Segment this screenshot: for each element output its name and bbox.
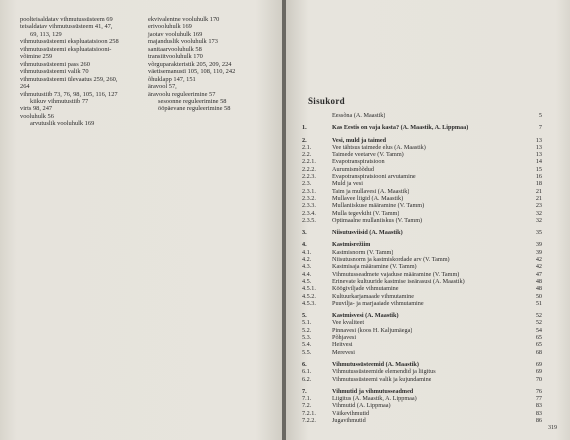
toc-number: 7.1. (302, 395, 312, 403)
toc-page: 48 (535, 277, 542, 285)
toc-title: Vihmutid ja vihmutusseadmed (332, 387, 414, 395)
toc-number: 2.1. (302, 143, 312, 151)
index-entry: vihmutussüsteemi valik 70 (20, 68, 89, 76)
toc-title: Vihmutusseadmete vajaduse määramine (V. Tamm) (332, 270, 460, 278)
toc-page: 70 (535, 375, 542, 383)
toc-page: 68 (535, 348, 542, 356)
toc-row (302, 229, 542, 236)
toc-row (302, 241, 542, 248)
toc-title: Kas Eestis on vaja kasta? (A. Maastik, A. Lippmaa) (332, 124, 469, 132)
index-entry: transiitvooluhulk 170 (148, 53, 203, 61)
toc-number: 4.5. (302, 277, 312, 285)
index-entry: vihmutussüsteemi ülevaatus 259, 260, (20, 75, 118, 83)
toc-row (302, 395, 542, 402)
toc-page: 47 (535, 270, 542, 278)
toc-row (302, 349, 542, 356)
toc-page: 39 (535, 241, 542, 249)
toc-page: 69 (535, 368, 542, 376)
toc-row (302, 173, 542, 180)
toc-title: Vihmutussüsteemid (A. Maastik) (332, 360, 419, 368)
toc-title: Jugavihmutid (332, 416, 366, 424)
toc-number: 7.2.1. (302, 409, 316, 417)
toc-title: Kastmisrežiim (332, 241, 371, 249)
toc-row (302, 376, 542, 383)
toc-page: 76 (535, 387, 542, 395)
toc-row (302, 312, 542, 319)
toc-number: 2.3.2. (302, 194, 316, 202)
index-entry: vihmutussüsteemi pass 260 (20, 60, 90, 68)
toc-title: Taimede veetarve (V. Tamm) (332, 151, 404, 159)
toc-page: 52 (535, 319, 542, 327)
toc-number: 2.3. (302, 180, 312, 188)
toc-title: Vihmutid (A. Lippmaa) (332, 402, 391, 410)
toc-page: 83 (535, 409, 542, 417)
toc-number: 7.2.2. (302, 416, 316, 424)
toc-title: Mullaniiskuse määramine (V. Tamm) (332, 202, 425, 210)
toc-page: 7 (538, 124, 542, 132)
index-entry: ekvivalentne vooluhulk 170 (148, 16, 220, 23)
toc-title: Mulla tegevkiht (V. Tamm) (332, 209, 400, 217)
toc-title: Põhjavesi (332, 334, 357, 342)
index-entry: vihmutustiib 73, 76, 98, 105, 116, 127 (20, 90, 118, 98)
index-column-1 (20, 16, 119, 128)
toc-title: Vihmutussüsteemi valik ja kujundamine (332, 375, 432, 383)
index-entry: 264 (20, 83, 30, 91)
index-entry: võimine 259 (20, 53, 53, 61)
toc-page: 35 (535, 229, 542, 237)
toc-row (302, 158, 542, 165)
toc-row (302, 188, 542, 195)
toc-page: 32 (535, 216, 542, 224)
toc-number: 2. (302, 136, 307, 144)
toc-title: Kastmisvesi (A. Maastik) (332, 312, 399, 320)
toc-page: 15 (535, 165, 542, 173)
toc-row (302, 278, 542, 285)
toc-title: Liigitus (A. Maastik, A. Lippmaa) (332, 395, 417, 403)
toc-number: 6.1. (302, 368, 312, 376)
toc-number: 4. (302, 241, 307, 249)
index-entry: väetisemanustī 105, 108, 110, 242 (148, 68, 236, 76)
index-entry: majanduslik vooluhulk 173 (148, 38, 218, 46)
toc-number: 2.3.3. (302, 202, 316, 210)
toc-number: 6.2. (302, 375, 312, 383)
toc-title: Vesi, muld ja taimed (332, 136, 387, 144)
toc-page: 13 (535, 136, 542, 144)
index-entry: äravool 57, (148, 83, 177, 91)
toc-row (302, 293, 542, 300)
toc-number: 2.3.5. (302, 216, 316, 224)
toc-title: Puuvilja- ja marjaaiade vihmutamine (332, 299, 424, 307)
index-entry: teisaldatav vihmutussüsteem 41, 47, (20, 23, 113, 31)
toc-title: Eessõna (A. Maastik) (332, 112, 386, 119)
index-entry: virts 98, 247 (20, 105, 53, 113)
toc-number: 4.5.1. (302, 285, 316, 293)
toc-page: 18 (535, 180, 542, 188)
toc-number: 5. (302, 312, 307, 320)
toc-title: Kultuurkarjamaade vihmutamine (332, 292, 414, 300)
index-entry: võrguparakteristik 205, 209, 224 (148, 60, 232, 68)
toc-row (302, 249, 542, 256)
toc-title: Vee tähtsus taimede elus (A. Maastik) (332, 143, 426, 151)
toc-page: 21 (535, 194, 542, 202)
index-entry: sesoonne reguleerimine 58 (158, 97, 227, 105)
toc-row (302, 217, 542, 224)
toc-row (302, 263, 542, 270)
toc-title: Pinnavesi (koos H. Kaljumäega) (332, 326, 413, 334)
toc-page: 83 (535, 402, 542, 410)
toc-row (302, 417, 542, 424)
toc-row (302, 180, 542, 187)
toc-row (302, 319, 542, 326)
toc-page: 42 (535, 256, 542, 264)
index-entry: erivooluhulk 169 (148, 23, 192, 31)
toc-row (302, 368, 542, 375)
toc-page: 13 (535, 143, 542, 151)
toc-page: 65 (535, 334, 542, 342)
toc-number: 5.1. (302, 319, 312, 327)
toc-number: 3. (302, 229, 307, 237)
toc-page: 5 (538, 112, 542, 119)
toc-number: 6. (302, 360, 307, 368)
toc-row (302, 341, 542, 348)
index-entry: õhuklapp 147, 151 (148, 75, 196, 83)
toc-row (302, 256, 542, 263)
toc-title: Optimaalne mullaniiskus (V. Tamm) (332, 216, 423, 224)
toc-row (302, 144, 542, 151)
toc-number: 4.2. (302, 256, 312, 264)
index-column-2 (148, 16, 235, 113)
toc-title: Evapotranspiratsioon (332, 158, 385, 166)
toc-title: Kastmisnorm (V. Tamm) (332, 248, 394, 256)
toc-page: 14 (535, 158, 542, 166)
right-page (286, 0, 570, 440)
toc-page: 21 (535, 187, 542, 195)
index-entry: sanitaarvooluhulk 58 (148, 45, 202, 53)
toc-title: Merevesi (332, 348, 356, 356)
toc-row (302, 327, 542, 334)
index-entry: kiikuv vihmutustiib 77 (30, 97, 89, 105)
index-entry: vihmutussüsteemi ekspluatatsiooni- (20, 45, 112, 53)
toc-number: 5.3. (302, 334, 312, 342)
toc-number: 2.3.1. (302, 187, 316, 195)
toc-page: 52 (535, 312, 542, 320)
toc-number: 4.5.2. (302, 292, 316, 300)
toc-page: 42 (535, 263, 542, 271)
index-entry: vihmutussüsteemi ekspluatatsioon 258 (20, 38, 119, 46)
toc-page: 39 (535, 248, 542, 256)
toc-row (302, 166, 542, 173)
toc-page: 51 (535, 299, 542, 307)
toc-page: 50 (535, 292, 542, 300)
toc-number: 2.2.1. (302, 158, 316, 166)
index-entry: 69, 113, 129 (30, 30, 62, 38)
toc-title: Väikevihmutid (332, 409, 370, 417)
toc-title: Vee kvaliteet (332, 319, 365, 327)
toc-row (302, 137, 542, 144)
toc-page: 54 (535, 326, 542, 334)
toc-row (302, 388, 542, 395)
toc-page: 32 (535, 209, 542, 217)
index-entry: ööpäevane reguleerimine 58 (158, 105, 231, 113)
toc-title: Evapotranspiratsiooni arvutamine (332, 173, 416, 181)
toc-row (302, 210, 542, 217)
toc-title: Aurumismõõdud (332, 165, 374, 173)
page-number: 319 (548, 425, 557, 431)
toc-row (302, 195, 542, 202)
toc-page: 13 (535, 151, 542, 159)
table-of-contents (302, 112, 542, 424)
toc-number: 2.2. (302, 151, 312, 159)
left-page (0, 0, 284, 440)
toc-number: 1. (302, 124, 307, 132)
toc-number: 7.2. (302, 402, 312, 410)
toc-title: Niisutusviisid (A. Maastik) (332, 229, 403, 237)
toc-number: 2.2.2. (302, 165, 316, 173)
toc-row (302, 151, 542, 158)
index-entry: vooluhulk 56 (20, 112, 54, 120)
toc-title: Erinevate kultuuride kastmise iseärasusi (A. Maastik) (332, 277, 465, 285)
toc-page: 77 (535, 395, 542, 403)
toc-title: Niisutusnorm ja kastmiskordade arv (V. Tamm) (332, 256, 450, 264)
toc-page: 69 (535, 360, 542, 368)
toc-title: Vihmutussüsteemide elemendid ja liigitus (332, 368, 436, 376)
toc-number: 7. (302, 387, 307, 395)
toc-row (302, 271, 542, 278)
toc-row (302, 285, 542, 292)
toc-page: 16 (535, 173, 542, 181)
toc-number: 2.2.3. (302, 173, 316, 181)
toc-title: Muld ja vesi (332, 180, 363, 188)
toc-row (302, 410, 542, 417)
toc-page: 48 (535, 285, 542, 293)
toc-page: 23 (535, 202, 542, 210)
toc-number: 5.4. (302, 341, 312, 349)
toc-title: Heitvesi (332, 341, 353, 349)
toc-number: 5.2. (302, 326, 312, 334)
toc-title: Köögiviljade vihmutamine (332, 285, 399, 293)
toc-row (302, 124, 542, 131)
toc-number: 5.5. (302, 348, 312, 356)
toc-row (302, 202, 542, 209)
toc-number: 4.5.3. (302, 299, 316, 307)
toc-number: 4.1. (302, 248, 312, 256)
toc-row (302, 361, 542, 368)
toc-row (302, 402, 542, 409)
toc-title: Kastmisaja määramine (V. Tamm) (332, 263, 417, 271)
toc-title: Taim ja mullavesi (A. Maastik) (332, 187, 410, 195)
toc-number: 4.3. (302, 263, 312, 271)
index-entry: äravoolu reguleerimine 57 (148, 90, 216, 98)
toc-number: 4.4. (302, 270, 312, 278)
toc-row (302, 300, 542, 307)
toc-page: 86 (535, 416, 542, 424)
toc-row (302, 112, 542, 119)
page-title: Sisukord (308, 96, 345, 106)
toc-page: 65 (535, 341, 542, 349)
toc-number: 2.3.4. (302, 209, 316, 217)
index-entry: arvutuslik vooluhulk 169 (30, 120, 95, 128)
index-entry: poolteisaldatav vihmutussüsteem 69 (20, 16, 113, 23)
toc-row (302, 334, 542, 341)
index-entry: jaotav vooluhulk 169 (148, 30, 203, 38)
toc-title: Mullavee liigid (A. Maastik) (332, 194, 404, 202)
